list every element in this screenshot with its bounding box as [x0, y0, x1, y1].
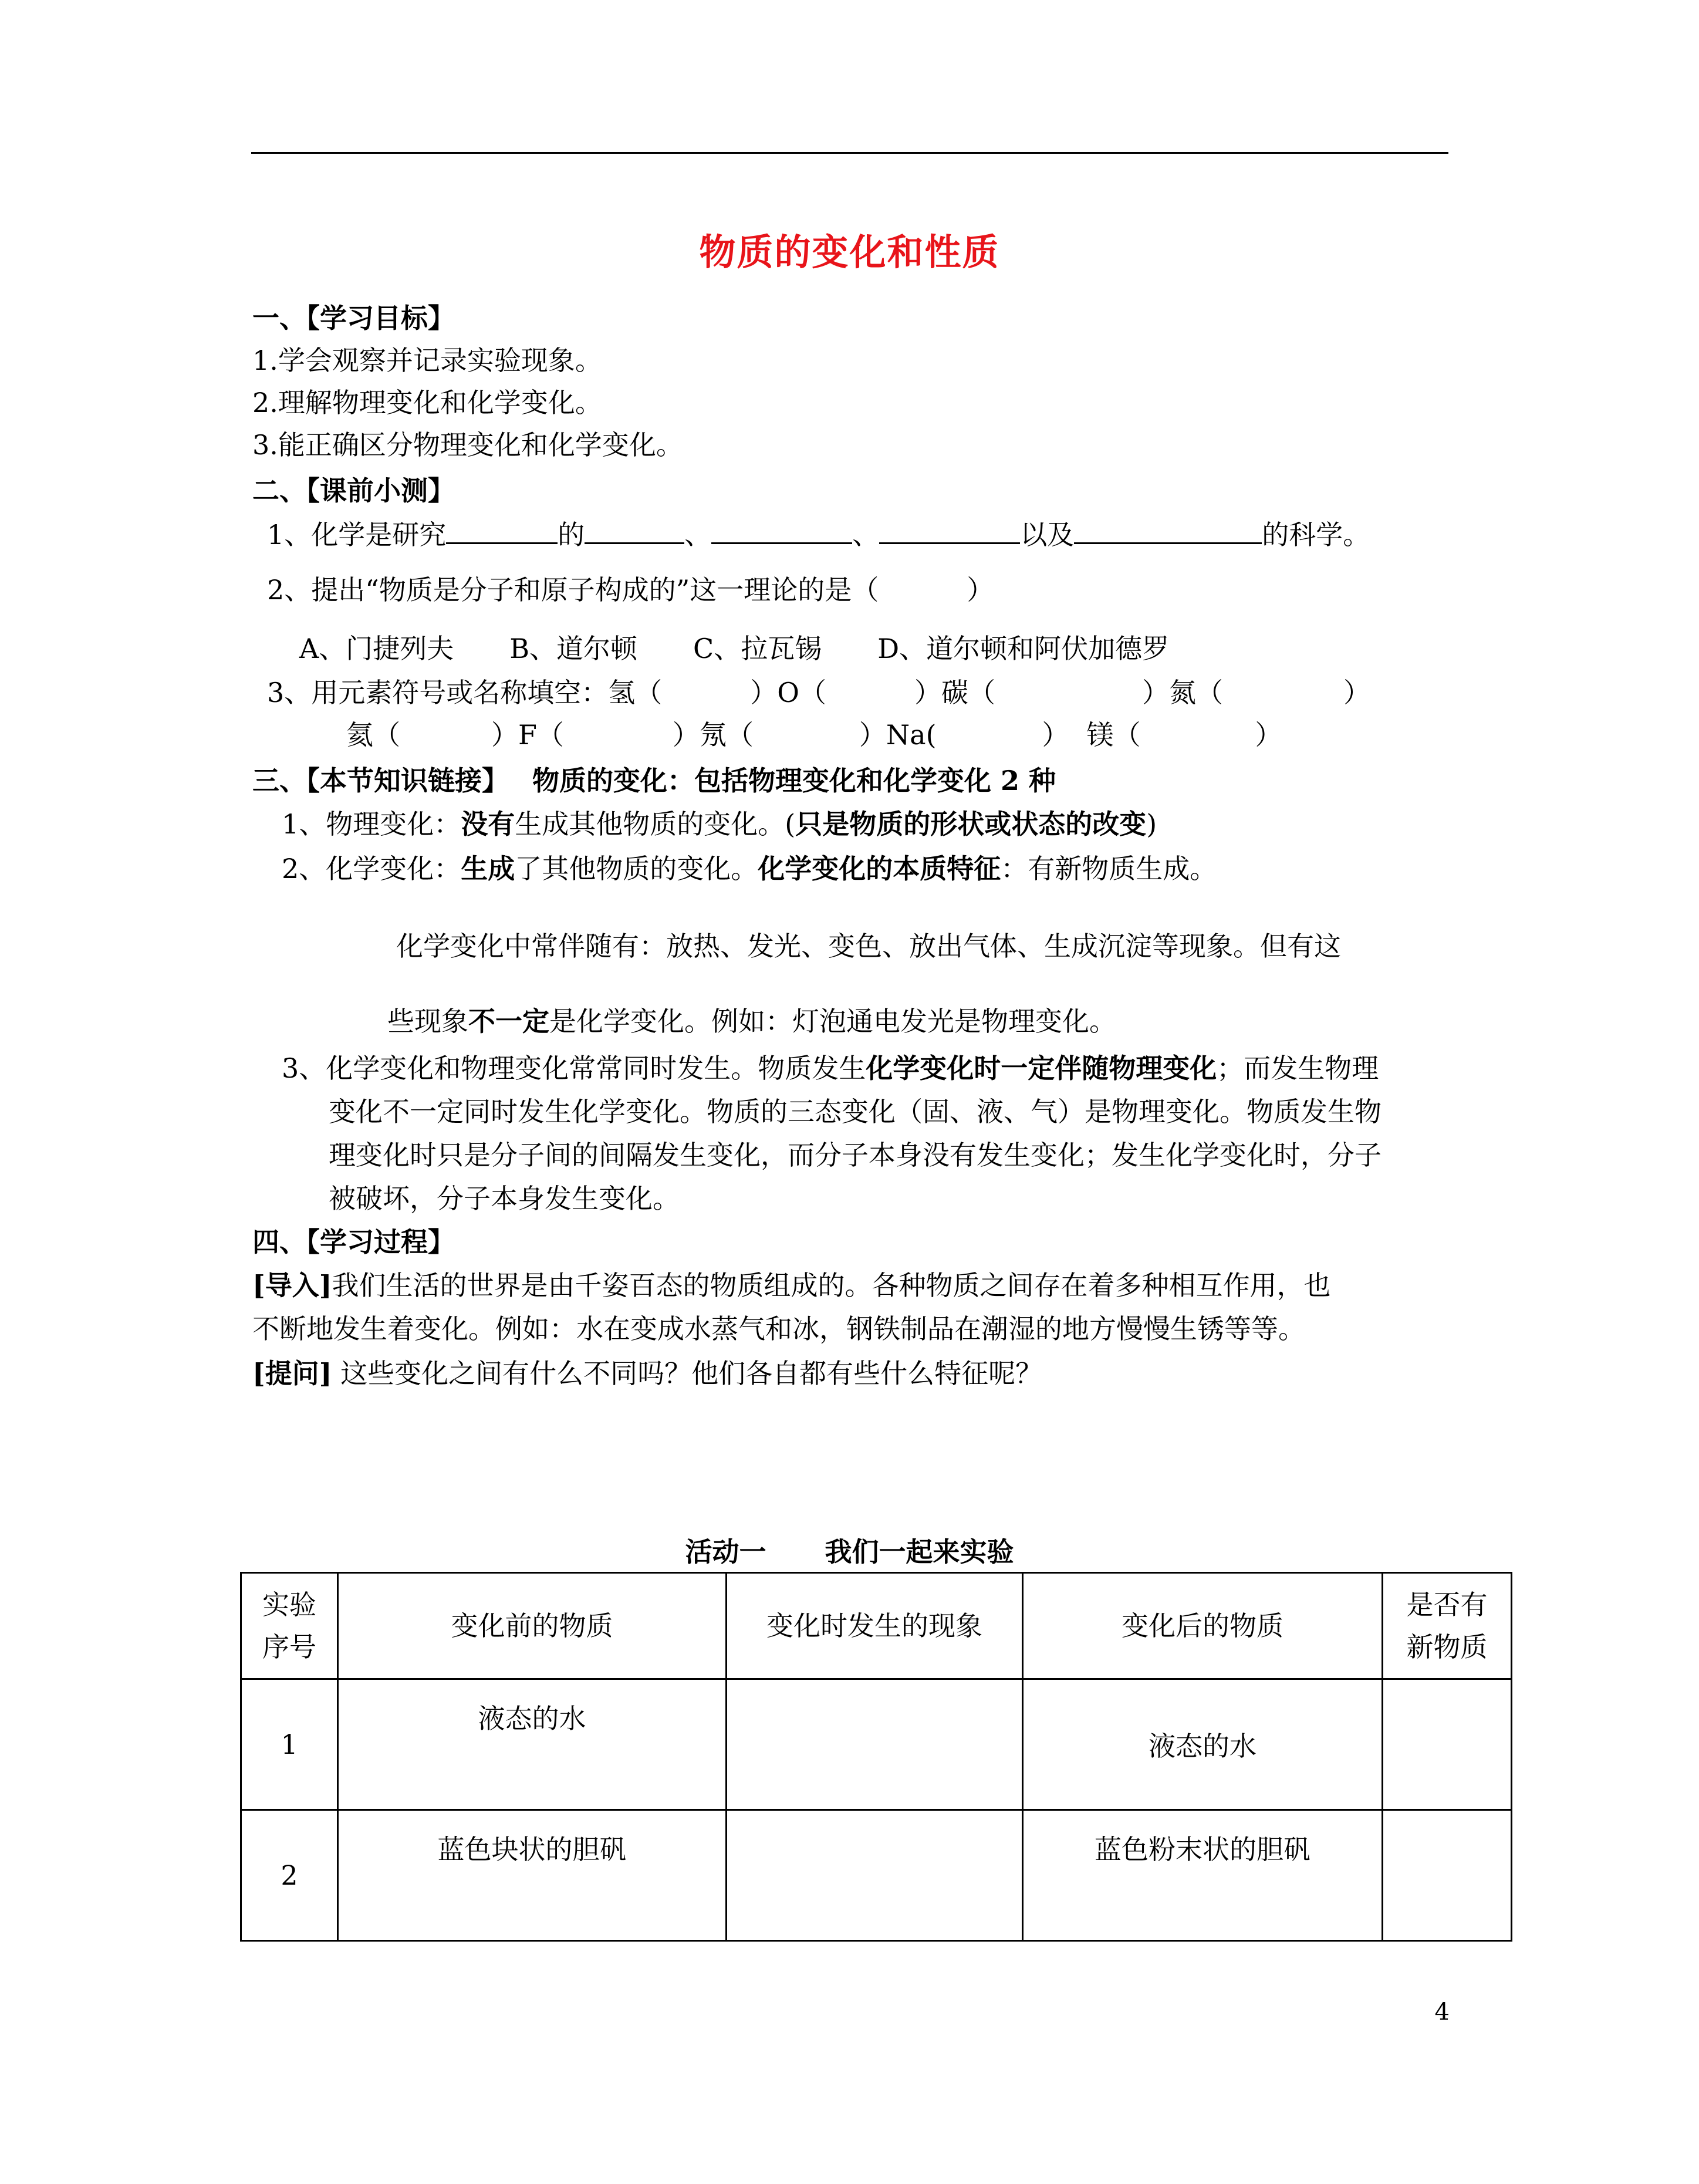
- p1-text: 生成其他物质的变化。(: [515, 808, 796, 840]
- option-b: B、道尔顿: [509, 633, 638, 664]
- p2-bold-2: 化学变化的本质特征: [758, 853, 1001, 885]
- cell-no: 2: [241, 1810, 338, 1941]
- cell-no: 1: [241, 1679, 338, 1810]
- p1-label: 1、物理变化：: [282, 808, 461, 840]
- p4-text-1: 些现象: [387, 1005, 468, 1037]
- answer-blank-3[interactable]: [711, 517, 852, 544]
- knowledge-phenomena: 化学变化中常伴随有：放热、发光、变色、放出气体、生成沉淀等现象。但有这: [396, 930, 1341, 962]
- intro-tag: [导入]: [252, 1270, 332, 1301]
- knowledge-line-8: 被破坏，分子本身发生变化。: [329, 1183, 680, 1214]
- header-rule: [251, 152, 1448, 154]
- option-c: C、拉瓦锡: [693, 633, 822, 664]
- q3-close: ）: [1343, 677, 1370, 708]
- p1-bold-1: 没有: [461, 808, 515, 840]
- q3-carbon: ）碳（: [914, 677, 995, 708]
- q1-text-4: 、: [852, 519, 880, 551]
- p5-text-1: 3、化学变化和物理变化常常同时发生。物质发生: [282, 1052, 866, 1084]
- cell-after: 蓝色粉末状的胆矾: [1023, 1810, 1383, 1941]
- q1-text-1: 1、化学是研究: [267, 519, 447, 551]
- q1-text-2: 的: [558, 519, 585, 551]
- knowledge-line-6: 变化不一定同时发生化学变化。物质的三态变化（固、液、气）是物理变化。物质发生物: [329, 1096, 1382, 1128]
- q3-nitrogen: ）氮（: [1142, 677, 1223, 708]
- knowledge-chemical-change: [282, 851, 1217, 886]
- quiz-question-3: [267, 675, 1370, 710]
- activity-caption: [0, 1531, 1699, 1569]
- option-a: A、门捷列夫: [299, 633, 454, 664]
- header-experiment-number: [241, 1573, 338, 1679]
- page-title: 物质的变化和性质: [699, 231, 1000, 274]
- p5-bold: 化学变化时一定伴随物理变化: [866, 1052, 1217, 1084]
- p1-bold-2: 只是物质的形状或状态的改变: [795, 808, 1147, 840]
- answer-blank-1[interactable]: [446, 517, 558, 544]
- q3-lead: 3、用元素符号或名称填空：: [267, 677, 609, 708]
- q1-text-3: 、: [684, 519, 712, 551]
- q3-fluorine: ）F（: [491, 719, 564, 751]
- section-4-heading: 四、【学习过程】: [252, 1226, 455, 1258]
- q3-sodium-close: ）: [1042, 719, 1069, 751]
- table-header-row: [241, 1573, 1512, 1679]
- ask-text: 这些变化之间有什么不同吗？他们各自都有些什么特征呢？: [332, 1358, 1043, 1389]
- p2-text: 了其他物质的变化。: [515, 853, 758, 885]
- table-row: [241, 1679, 1512, 1810]
- activity-label: 活动一: [685, 1536, 766, 1568]
- p4-text-2: 是化学变化。例如：灯泡通电发光是物理变化。: [549, 1005, 1116, 1037]
- cell-after: 液态的水: [1023, 1679, 1383, 1810]
- experiment-table: [240, 1572, 1512, 1942]
- knowledge-phenomena-cont: [387, 1004, 1116, 1039]
- page-number: 4: [1434, 1999, 1450, 2026]
- cell-before: 蓝色块状的胆矾: [338, 1810, 727, 1941]
- table-row: [241, 1810, 1512, 1941]
- cell-phenomenon[interactable]: [727, 1810, 1023, 1941]
- section-1-heading: 一、【学习目标】: [252, 302, 455, 334]
- knowledge-line-7: 理变化时只是分子间的间隔发生变化，而分子本身没有发生变化；发生化学变化时，分子: [329, 1139, 1382, 1171]
- quiz-question-3-row-2: [346, 717, 1282, 752]
- header-new-line-2: 新物质: [1406, 1631, 1488, 1663]
- question-line: [252, 1356, 1042, 1391]
- objective-item-2: 2.理解物理变化和化学变化。: [252, 387, 602, 418]
- q2-text: 2、提出“物质是分子和原子构成的”这一理论的是（: [267, 574, 879, 606]
- intro-line-2: 不断地发生着变化。例如：水在变成水蒸气和冰，钢铁制品在潮湿的地方慢慢生锈等等。: [252, 1313, 1305, 1345]
- q3-helium: 氦（: [346, 719, 400, 751]
- knowledge-simultaneous: [282, 1051, 1379, 1086]
- p1-end: ): [1146, 808, 1157, 840]
- knowledge-physical-change: [282, 806, 1157, 842]
- q1-text-5: 以及: [1020, 519, 1075, 551]
- answer-blank-4[interactable]: [879, 517, 1020, 544]
- intro-line-1: [252, 1268, 1331, 1303]
- p4-bold: 不一定: [468, 1005, 549, 1037]
- ask-tag: [提问]: [252, 1358, 332, 1389]
- objective-item-3: 3.能正确区分物理变化和化学变化。: [252, 429, 683, 461]
- cell-new[interactable]: [1383, 1810, 1512, 1941]
- header-phenomenon: 变化时发生的现象: [727, 1573, 1023, 1679]
- header-new-line-1: 是否有: [1406, 1589, 1488, 1621]
- cell-before: 液态的水: [338, 1679, 727, 1810]
- q3-hydrogen: 氢（: [608, 677, 663, 708]
- q3-magnesium: 镁（: [1086, 719, 1141, 751]
- p2-bold-1: 生成: [461, 853, 515, 885]
- header-before: 变化前的物质: [338, 1573, 727, 1679]
- section-3-title: 三、【本节知识链接】: [252, 765, 509, 796]
- answer-blank-2[interactable]: [585, 517, 684, 544]
- p2-end: ：有新物质生成。: [1001, 853, 1217, 885]
- section-3-summary: 物质的变化：包括物理变化和化学变化 2 种: [532, 765, 1056, 796]
- section-3-heading: [252, 763, 1056, 798]
- answer-blank-5[interactable]: [1074, 517, 1262, 544]
- objective-item-1: 1.学会观察并记录实验现象。: [252, 345, 602, 376]
- cell-new[interactable]: [1383, 1679, 1512, 1810]
- section-2-heading: 二、【课前小测】: [252, 475, 455, 507]
- q3-sodium: ）Na(: [859, 719, 937, 751]
- q3-oxygen: ）O（: [750, 677, 826, 708]
- header-no-line-2: 序号: [262, 1631, 316, 1663]
- header-no-line-1: 实验: [262, 1589, 316, 1621]
- intro-text-1: 我们生活的世界是由千姿百态的物质组成的。各种物质之间存在着多种相互作用，也: [332, 1270, 1331, 1301]
- quiz-question-1: [267, 517, 1370, 552]
- cell-phenomenon[interactable]: [727, 1679, 1023, 1810]
- p5-text-2: ；而发生物理: [1217, 1052, 1379, 1084]
- p2-label: 2、化学变化：: [282, 853, 461, 885]
- header-after: 变化后的物质: [1023, 1573, 1383, 1679]
- q3-neon: ）氖（: [672, 719, 754, 751]
- q2-close: ）: [967, 574, 994, 606]
- q1-text-6: 的科学。: [1262, 519, 1370, 551]
- header-new-substance: [1383, 1573, 1512, 1679]
- activity-title: 我们一起来实验: [825, 1536, 1014, 1568]
- q3-magnesium-close: ）: [1255, 719, 1282, 751]
- quiz-question-2: [267, 572, 994, 607]
- option-d: D、道尔顿和阿伏加德罗: [877, 633, 1170, 664]
- quiz-options: [299, 631, 1169, 666]
